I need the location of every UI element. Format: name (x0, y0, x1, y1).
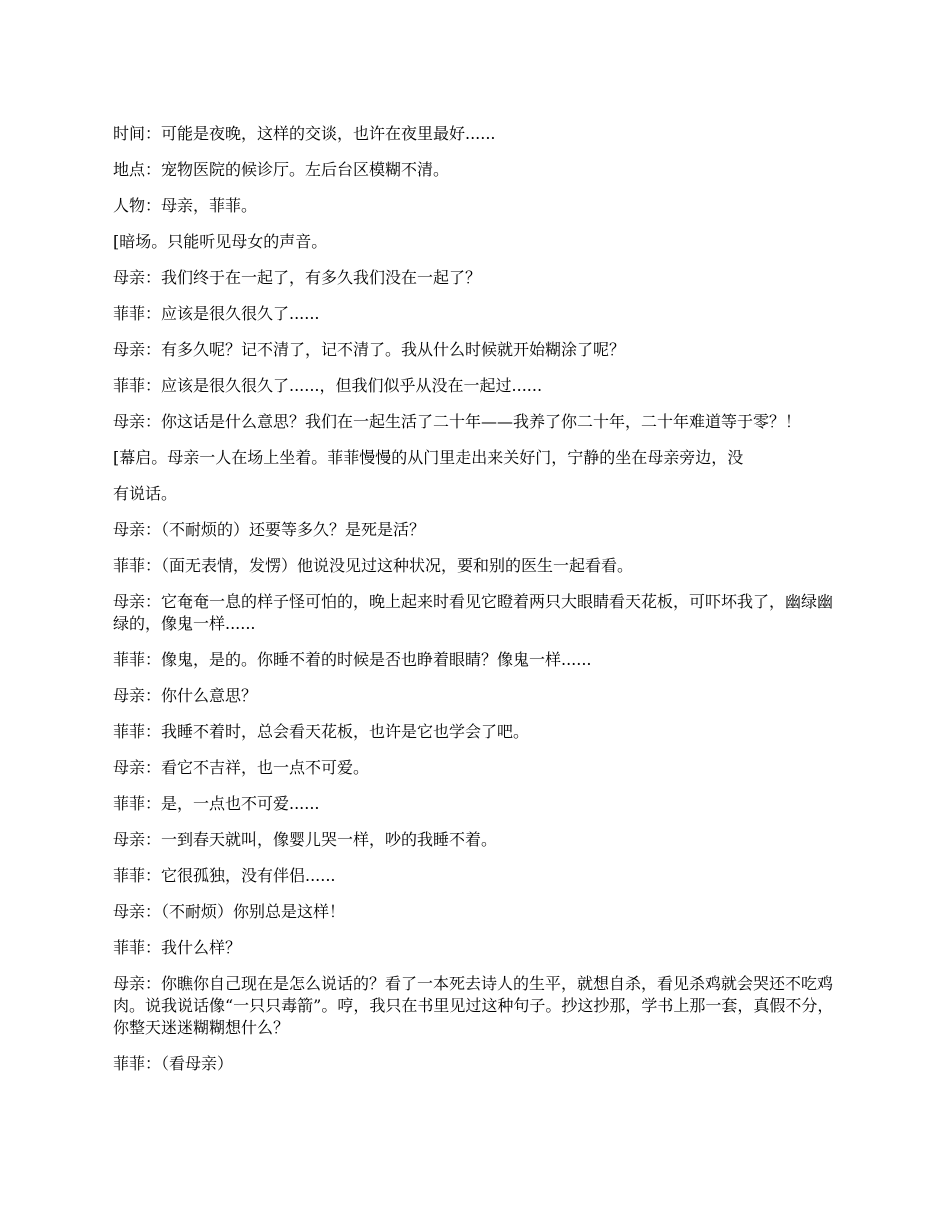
paragraph-characters: 人物：母亲，菲菲。 (113, 196, 258, 215)
dialogue-line: 菲菲：是，一点也不可爱...... (113, 794, 320, 813)
dialogue-line: 母亲：有多久呢？记不清了，记不清了。我从什么时候就开始糊涂了呢？ (113, 340, 626, 359)
dialogue-line: 菲菲：应该是很久很久了......，但我们似乎从没在一起过...... (113, 376, 543, 395)
paragraph-place: 地点：宠物医院的候诊厅。左后台区模糊不清。 (113, 160, 450, 179)
dialogue-line: 菲菲：我睡不着时，总会看天花板，也许是它也学会了吧。 (113, 722, 530, 741)
dialogue-line: 母亲：我们终于在一起了，有多久我们没在一起了？ (113, 268, 482, 287)
paragraph-time: 时间：可能是夜晚，这样的交谈，也许在夜里最好...... (113, 124, 496, 143)
dialogue-line: 母亲：一到春天就叫，像婴儿哭一样，吵的我睡不着。 (113, 830, 498, 849)
stage-direction-curtain-continued: 有说话。 (113, 484, 178, 503)
dialogue-line: 母亲：（不耐烦）你别总是这样！ (113, 902, 346, 921)
dialogue-line: 菲菲：它很孤独，没有伴侣...... (113, 866, 336, 885)
dialogue-line: 菲菲：我什么样？ (113, 938, 242, 957)
stage-direction-curtain: [幕启。母亲一人在场上坐着。菲菲慢慢的从门里走出来关好门，宁静的坐在母亲旁边，没 (113, 448, 744, 467)
script-text (113, 123, 843, 1089)
dialogue-line: 母亲：你瞧你自己现在是怎么说话的？看了一本死去诗人的生平，就想自杀，看见杀鸡就会哭还不吃鸡肉。说我说话像“一只只毒箭”。哼，我只在书里见过这种句子。抄这抄那，学书上那一套，真假不分，你整天迷迷糊糊想什么？ (113, 974, 834, 1037)
dialogue-line: 菲菲：（看母亲） (113, 1054, 234, 1073)
dialogue-line: 菲菲：像鬼，是的。你睡不着的时候是否也睁着眼睛？像鬼一样...... (113, 650, 592, 669)
dialogue-line: 母亲：你这话是什么意思？我们在一起生活了二十年——我养了你二十年，二十年难道等于零？！ (113, 412, 802, 431)
stage-direction-dark: [暗场。只能听见母女的声音。 (113, 232, 328, 251)
dialogue-line: 菲菲：（面无表情，发愣）他说没见过这种状况，要和别的医生一起看看。 (113, 556, 634, 575)
dialogue-line: 母亲：你什么意思？ (113, 686, 258, 705)
dialogue-line: 母亲：（不耐烦的）还要等多久？是死是活？ (113, 520, 426, 539)
dialogue-line: 母亲：它奄奄一息的样子怪可怕的，晚上起来时看见它瞪着两只大眼睛看天花板，可吓坏我了，幽绿幽绿的，像鬼一样...... (113, 592, 834, 633)
dialogue-line: 母亲：看它不吉祥，也一点不可爱。 (113, 758, 370, 777)
dialogue-line: 菲菲：应该是很久很久了...... (113, 304, 320, 323)
